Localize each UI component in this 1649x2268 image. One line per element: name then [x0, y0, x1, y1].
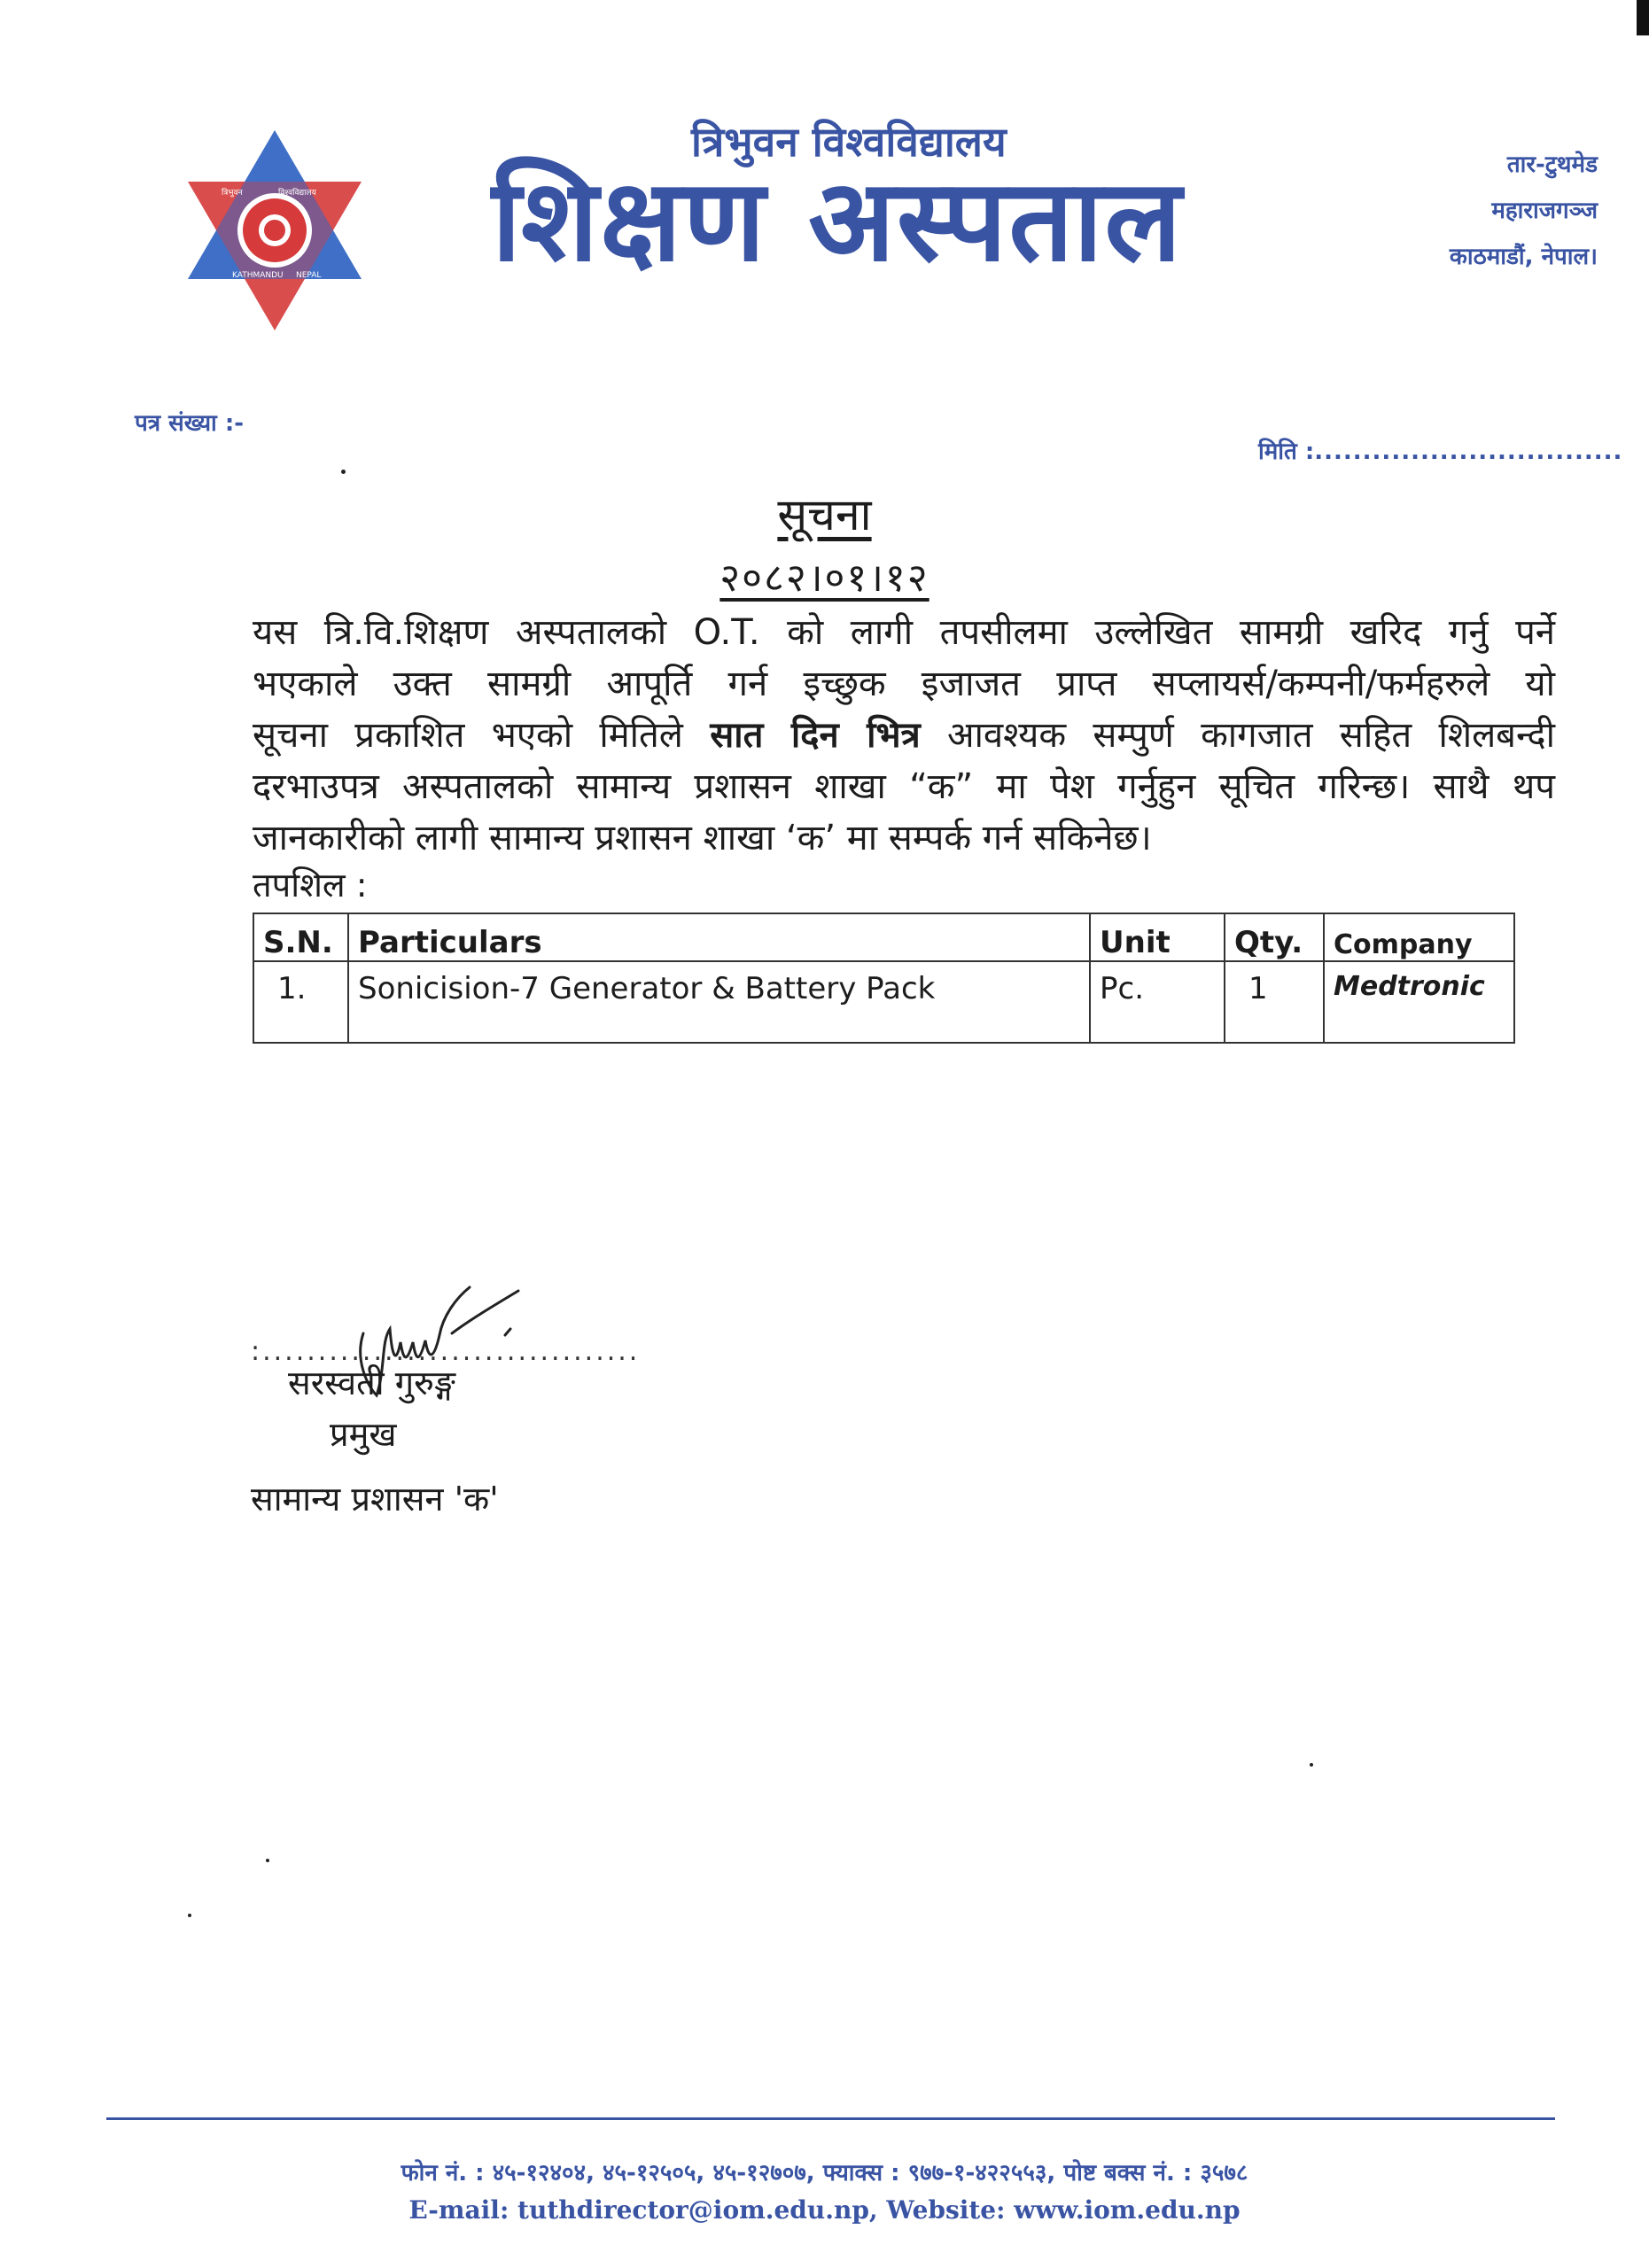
footer-contact-phone: फोन नं. : ४५-१२४०४, ४५-१२५०५, ४५-१२७०७, फ्याक्स : ९७७-१-४२२५५३, पोष्ट बक्स नं. : ३५७८ [401, 2160, 1248, 2186]
schedule-label: तपशिल : [253, 866, 368, 905]
scan-edge-mark [1637, 0, 1649, 35]
scan-speck [1310, 1763, 1313, 1767]
footer-contact-email: E-mail: tuthdirector@iom.edu.np, Website: www.iom.edu.np [408, 2195, 1241, 2225]
scan-speck [341, 470, 346, 474]
items-table [253, 913, 1515, 1044]
notice-line: भएकाले उक्त सामग्री आपूर्ति गर्न इच्छुक इजाजत प्राप्त सप्लायर्स/कम्पनी/फर्महरुले यो [253, 664, 1555, 704]
table-row [253, 961, 1514, 1043]
col-header-qty: Qty. [1225, 913, 1324, 961]
notice-line: यस त्रि.वि.शिक्षण अस्पतालको O.T. को लागी तपसीलमा उल्लेखित सामग्री खरिद गर्नु पर्ने [253, 612, 1555, 653]
reference-number-label: पत्र संख्या :- [135, 410, 245, 437]
col-header-particulars: Particulars [348, 913, 1090, 961]
cell-qty: 1 [1225, 961, 1324, 1043]
deadline-emphasis: सात दिन भित्र [710, 715, 921, 756]
notice-title: सूचना [777, 489, 872, 540]
logo-text-right: विश्वविद्यालय [278, 189, 316, 198]
cell-particulars: Sonicision-7 Generator & Battery Pack [348, 961, 1090, 1043]
cell-sn: 1. [253, 961, 348, 1043]
address-block [1450, 142, 1598, 280]
signatory-name: सरस्वती गुरुङ्ग [288, 1363, 455, 1402]
notice-line: सूचना प्रकाशित भएको मितिले सात दिन भित्र आवश्यक सम्पुर्ण कागजात सहित शिलबन्दी [253, 715, 1555, 756]
scan-speck [188, 1914, 191, 1917]
table-header-row [253, 913, 1514, 961]
hospital-name: शिक्षण अस्पताल [492, 155, 1184, 287]
notice-body [253, 607, 1555, 864]
date-label: मिति : [1258, 439, 1315, 465]
date-dots: ................................ [1314, 439, 1623, 465]
col-header-unit: Unit [1090, 913, 1225, 961]
notice-line: दरभाउपत्र अस्पतालको सामान्य प्रशासन शाखा “क” मा पेश गर्नुहुन सूचित गरिन्छ। साथै थप [253, 766, 1555, 807]
signature-line: :.................................. [251, 1336, 641, 1367]
notice-date: २०८२।०१।१२ [719, 555, 930, 601]
logo-text-nepal: NEPAL [296, 271, 322, 280]
col-header-sn: S.N. [253, 913, 348, 961]
address-line: काठमाडौं, नेपाल। [1449, 244, 1598, 270]
address-line: महाराजगञ्ज [1491, 198, 1598, 224]
address-line: तार-टुथमेड [1506, 151, 1598, 178]
date-field [1258, 434, 1622, 466]
logo-text-kathmandu: KATHMANDU [232, 271, 284, 280]
university-name: त्रिभुवन विश्वविद्यालय [691, 118, 1007, 166]
cell-company: Medtronic [1324, 961, 1514, 1043]
university-logo [186, 128, 363, 332]
scan-speck [266, 1859, 269, 1862]
footer-divider [106, 2117, 1555, 2120]
signatory-office: सामान्य प्रशासन 'क' [251, 1480, 499, 1518]
cell-unit: Pc. [1090, 961, 1225, 1043]
logo-text-left: त्रिभुवन [222, 189, 243, 198]
col-header-company: Company [1324, 913, 1514, 961]
signatory-title: प्रमुख [330, 1415, 397, 1454]
notice-line: जानकारीको लागी सामान्य प्रशासन शाखा ‘क’ मा सम्पर्क गर्न सकिनेछ। [253, 818, 1152, 858]
